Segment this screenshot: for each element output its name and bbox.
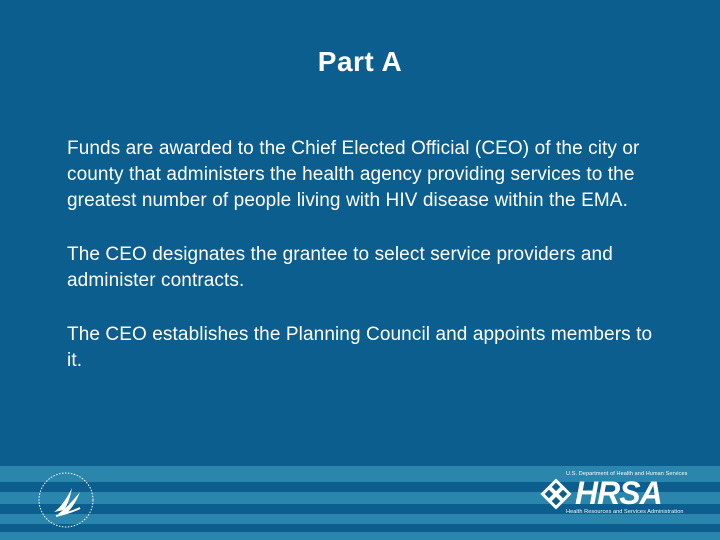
slide-title: Part A (317, 46, 403, 77)
slide-body (67, 136, 667, 402)
hrsa-top-line: U.S. Department of Health and Human Services (566, 471, 688, 477)
hhs-seal-icon (36, 470, 96, 530)
paragraph-ceo-grantee: The CEO designates the grantee to select service providers and administer contracts. (67, 244, 613, 291)
paragraph-ceo-planning-council: The CEO establishes the Planning Council and appoints members to it. (67, 324, 653, 371)
hrsa-wordmark: HRSA (575, 475, 662, 511)
hrsa-bottom-line: Health Resources and Services Administration (566, 509, 684, 515)
footer-stripe (0, 532, 720, 540)
paragraph-ceo-funds: Funds are awarded to the Chief Elected Official (CEO) of the city or county that administers the health agency providing services to the greatest number of people living with HIV disease within the EMA. (67, 138, 640, 211)
